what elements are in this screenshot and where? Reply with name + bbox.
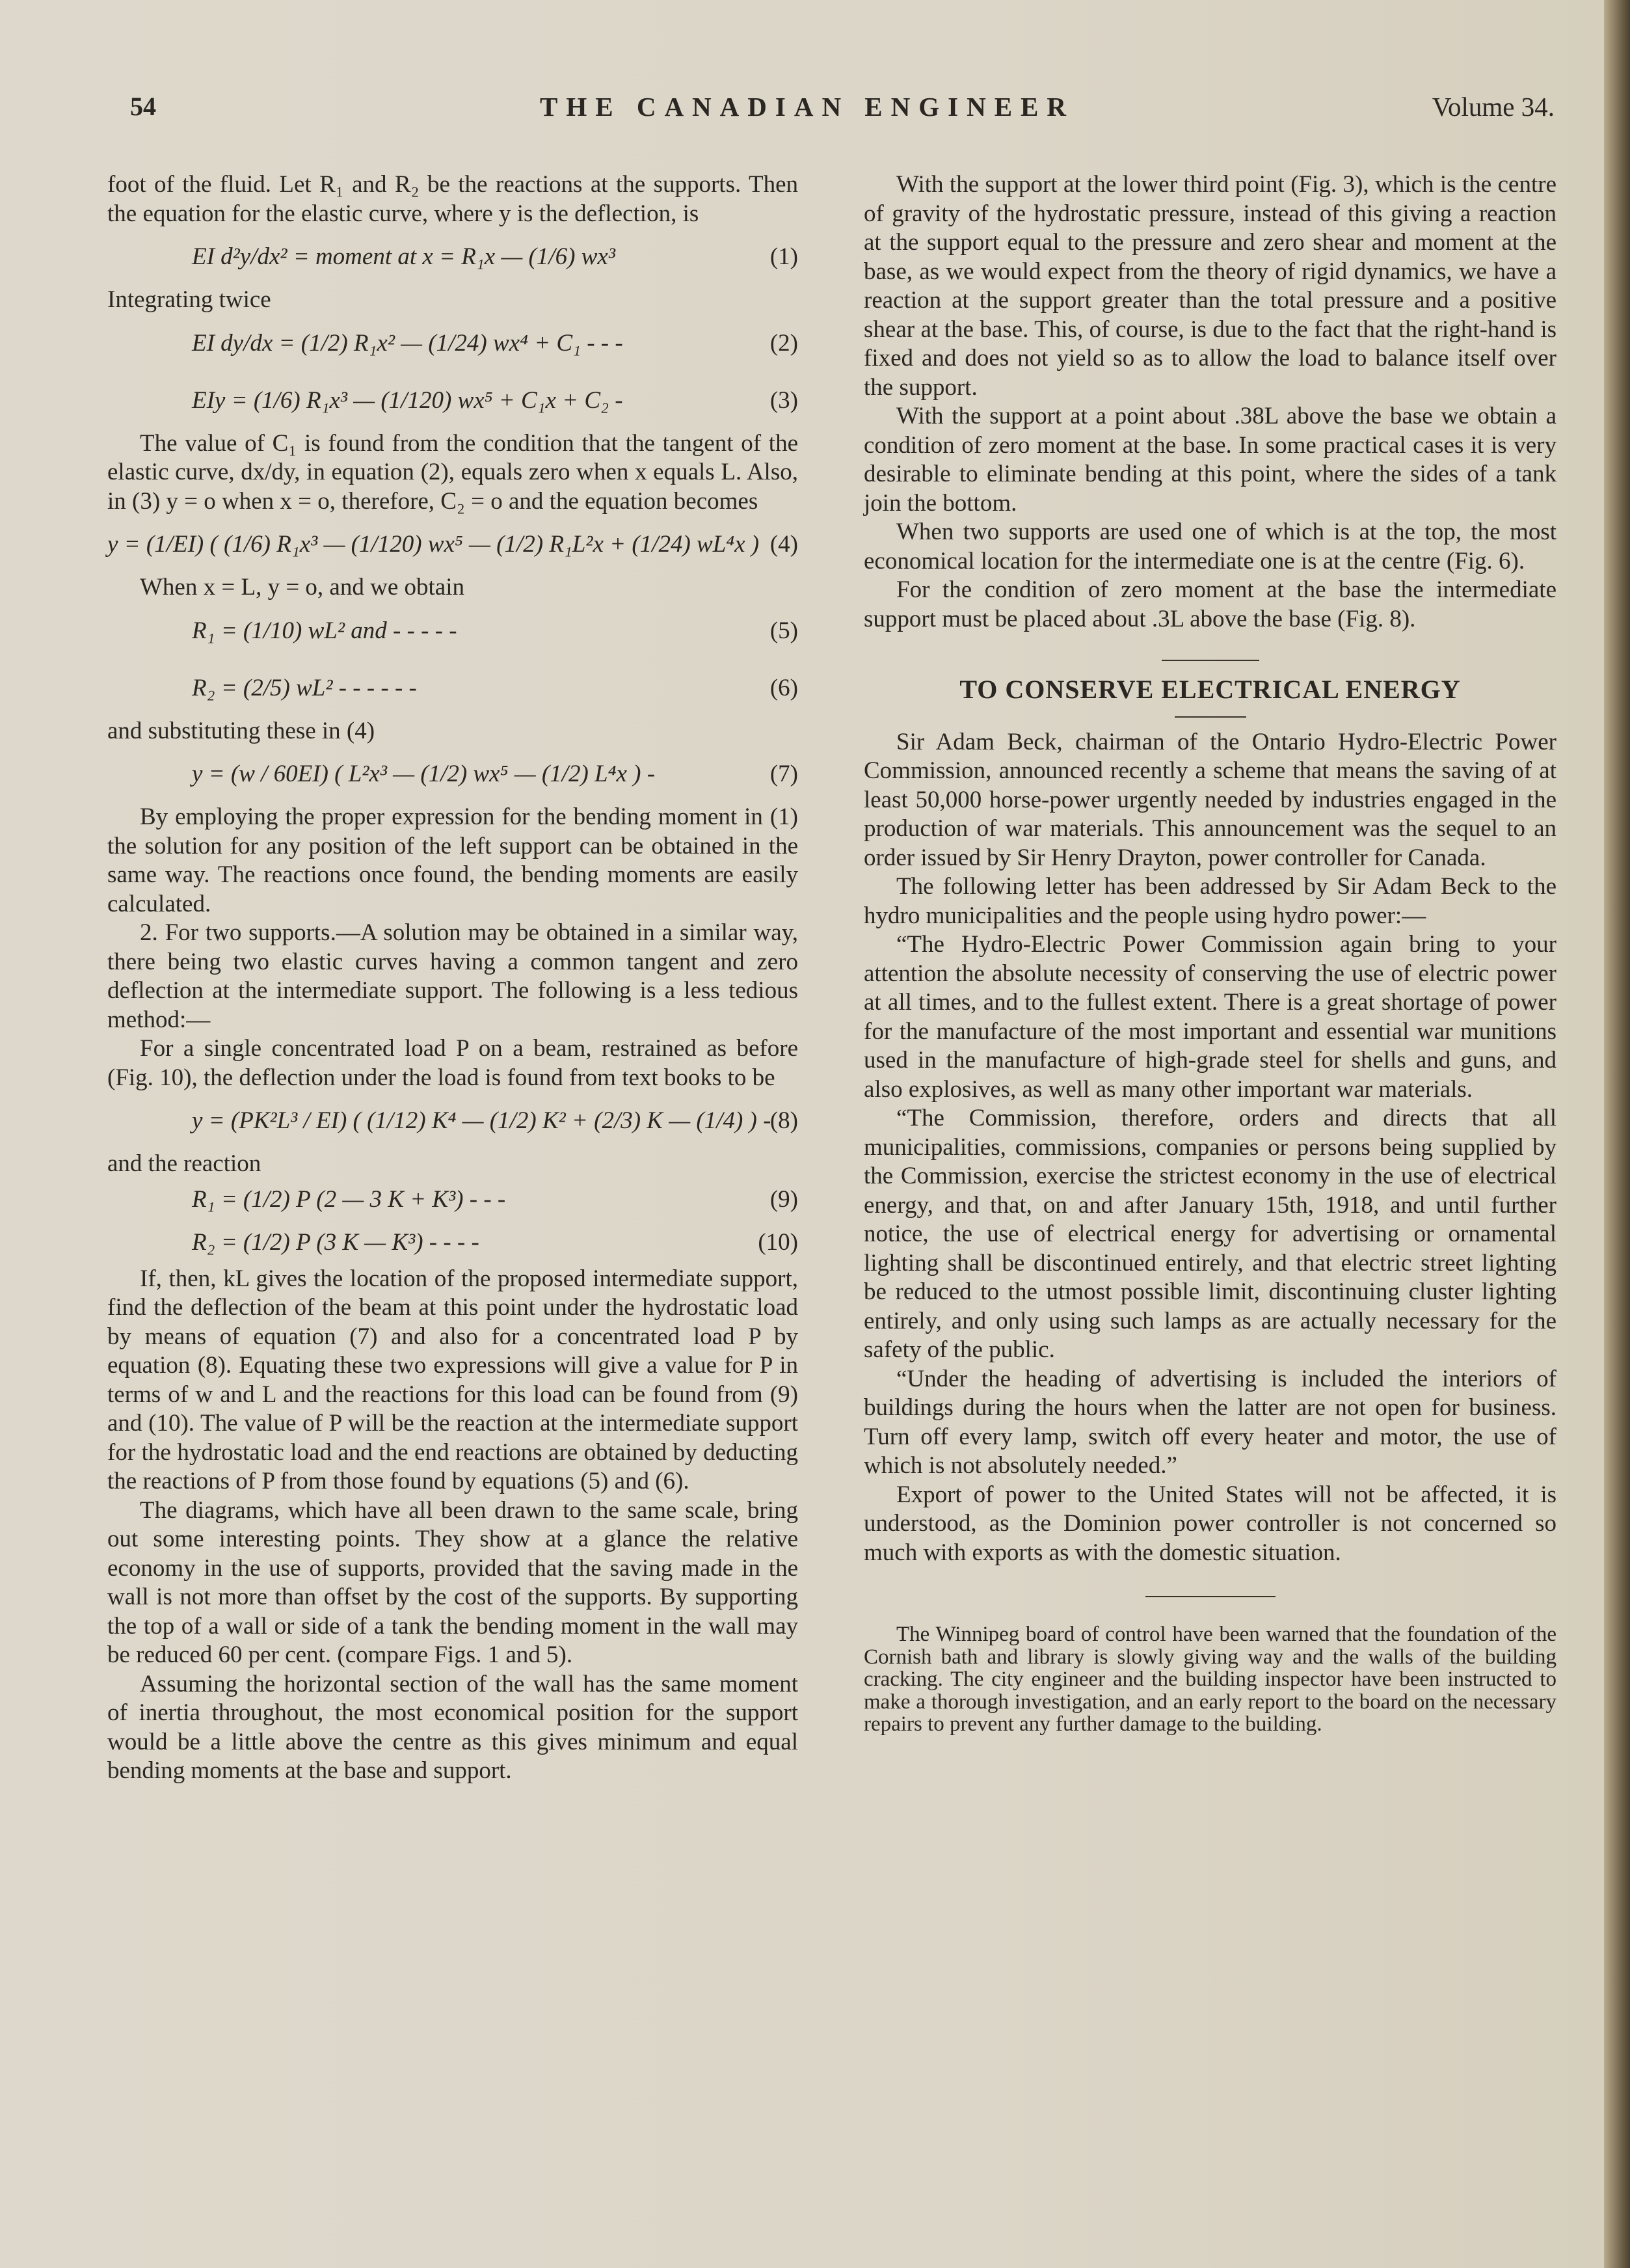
equation-10: R₂ = (1/2) P (3 K — K³) - - - - (10) — [192, 1228, 798, 1256]
equation-5: R₁ = (1/10) wL² and - - - - - (5) — [192, 617, 798, 644]
page-number: 54 — [130, 92, 156, 121]
equation-9: R₁ = (1/2) P (2 — 3 K + K³) - - - (9) — [192, 1185, 798, 1213]
equation-3: EIy = (1/6) R₁x³ — (1/120) wx⁵ + C₁x + C₂ - (3) — [192, 386, 798, 414]
paragraph: For the condition of zero moment at the base the intermediate support must be placed about .3L above the base (Fig. 8). — [864, 576, 1557, 632]
paragraph: By employing the proper expression for the bending moment in (1) the solution for any position of the left support can be obtained in the same way. The reactions once found, the bending moments are easily calculated. — [107, 803, 798, 917]
paragraph: For a single concentrated load P on a beam, restrained as before (Fig. 10), the deflection under the load is found from text books to be — [107, 1035, 798, 1091]
paragraph: “The Hydro-Electric Power Commission again bring to your attention the absolute necessity of conserving the use of electric power at all times, and to the fullest extent. There is a great shortage of power for the manufacture of the most important and essential war munitions used in the manufacture of high-grade steel for shells and guns, and also explosives, as well as many other important war materials. — [864, 931, 1557, 1103]
paragraph: 2. For two supports.—A solution may be obtained in a similar way, there being two elastic curves having a common tangent and zero deflection at the intermediate support. The following is a less tedious method:— — [107, 919, 798, 1033]
paragraph: “The Commission, therefore, orders and directs that all municipalities, commissions, companies or persons being supplied by the Commission, exercise the strictest economy in the use of electrical energy, and that, on and after January 15th, 1918, and until further notice, the use of electrical energy for advertising or ornamental lighting shall be discontinued entirely, and that electric street lighting be reduced to the utmost possible limit, discontinuing cluster lighting entirely, and only using such lamps as are actually necessary for the safety of the public. — [864, 1105, 1557, 1363]
paragraph: With the support at a point about .38L above the base we obtain a condition of zero moment at the base. In some practical cases it is very desirable to eliminate bending at this point, where the sides of a tank join the bottom. — [864, 403, 1557, 517]
paragraph: When two supports are used one of which is at the top, the most economical location for the intermediate one is at the centre (Fig. 6). — [864, 519, 1557, 574]
equation-6: R₂ = (2/5) wL² - - - - - - (6) — [192, 674, 798, 701]
equation-8: y = (PK²L³ / EI) ( (1/12) K⁴ — (1/2) K² + (2/3) K — (1/4) ) - (8) — [192, 1107, 798, 1134]
left-column — [107, 170, 798, 1786]
paragraph: “Under the heading of advertising is included the interiors of buildings during the hours when the latter are not open for business. Turn off every lamp, switch off every heater and motor, the use of which is not absolutely needed.” — [864, 1365, 1557, 1479]
paragraph: With the support at the lower third point (Fig. 3), which is the centre of gravity of the hydrostatic pressure, instead of this giving a reaction at the support equal to the pressure and zero shear and moment at the base, as we would expect from the theory of rigid dynamics, we have a reaction at the support greater than the total pressure and a positive shear at the base. This, of course, is due to the fact that the right-hand is fixed and does not yield so as to allow the load to balance itself over the support. — [864, 171, 1557, 401]
volume-label: Volume 34. — [1432, 92, 1555, 122]
paragraph: If, then, kL gives the location of the proposed intermediate support, find the deflection of the beam at this point under the hydrostatic load by means of equation (7) and also for a concentrated load P by equation (8). Equating these two expressions will give a value for P in terms of w and L and the reactions for this load can be found from (9) and (10). The value of P will be the reaction at the intermediate support for the hydrostatic load and the end reactions are obtained by deducting the reactions of P from those found by equations (5) and (6). — [107, 1265, 798, 1494]
page-header — [130, 91, 1555, 130]
page-edge-shadow — [1604, 0, 1630, 2268]
masthead: THE CANADIAN ENGINEER — [540, 92, 1075, 122]
paragraph: The following letter has been addressed by Sir Adam Beck to the hydro municipalities and the people using hydro power:— — [864, 873, 1557, 929]
paragraph: Integrating twice — [107, 286, 271, 313]
paragraph: The value of C₁ is found from the condition that the tangent of the elastic curve, dx/dy, in equation (2), equals zero when x equals L. Also, in (3) y = o when x = o, therefore, C₂ = o and the equation becomes — [107, 429, 798, 515]
equation-7: y = (w / 60EI) ( L²x³ — (1/2) wx⁵ — (1/2) L⁴x ) - (7) — [192, 761, 798, 787]
article-title: TO CONSERVE ELECTRICAL ENERGY — [959, 675, 1461, 704]
paragraph: Export of power to the United States will not be affected, it is understood, as the Dominion power controller is not concerned so much with exports as with the domestic situation. — [864, 1481, 1557, 1566]
news-brief — [864, 1623, 1557, 1736]
equation-4: y = (1/EI) ( (1/6) R₁x³ — (1/120) wx⁵ — (1/2) R₁L²x + (1/24) wL⁴x ) (4) — [107, 531, 798, 558]
equation-2: EI dy/dx = (1/2) R₁x² — (1/24) wx⁴ + C₁ - - - (2) — [192, 329, 798, 357]
paragraph: The Winnipeg board of control have been warned that the foundation of the Cornish bath and library is slowly giving way and the walls of the building cracking. The city engineer and the building inspector have been instructed to make a thorough investigation, and an early report to the board on the necessary repairs to prevent any further damage to the building. — [864, 1623, 1557, 1736]
equation-1: EI d²y/dx² = moment at x = R₁x — (1/6) wx³ (1) — [192, 243, 798, 270]
right-column — [864, 170, 1557, 1736]
paragraph: foot of the fluid. Let R₁ and R₂ be the reactions at the supports. Then the equation for the elastic curve, where y is the deflection, is — [107, 171, 798, 227]
section-divider — [1162, 660, 1259, 661]
paragraph: and substituting these in (4) — [107, 717, 375, 744]
paragraph: Assuming the horizontal section of the wall has the same moment of inertia throughout, the most economical position for the support would be a little above the centre as this gives minimum and equal bending moments at the base and support. — [107, 1670, 798, 1784]
paragraph: Sir Adam Beck, chairman of the Ontario Hydro-Electric Power Commission, announced recently a scheme that means the saving of at least 50,000 horse-power urgently needed by industries engaged in the production of war materials. This announcement was the sequel to an order issued by Sir Henry Drayton, power controller for Canada. — [864, 728, 1557, 871]
paragraph: When x = L, y = o, and we obtain — [140, 574, 464, 601]
paragraph: The diagrams, which have all been drawn to the same scale, bring out some interesting points. They show at a glance the relative economy in the use of supports, provided that the saving made in the wall is not more than offset by the cost of the supports. By supporting the top of a wall or side of a tank the bending moment in the wall may be reduced 60 per cent. (compare Figs. 1 and 5). — [107, 1496, 798, 1668]
paragraph: and the reaction — [107, 1150, 261, 1177]
